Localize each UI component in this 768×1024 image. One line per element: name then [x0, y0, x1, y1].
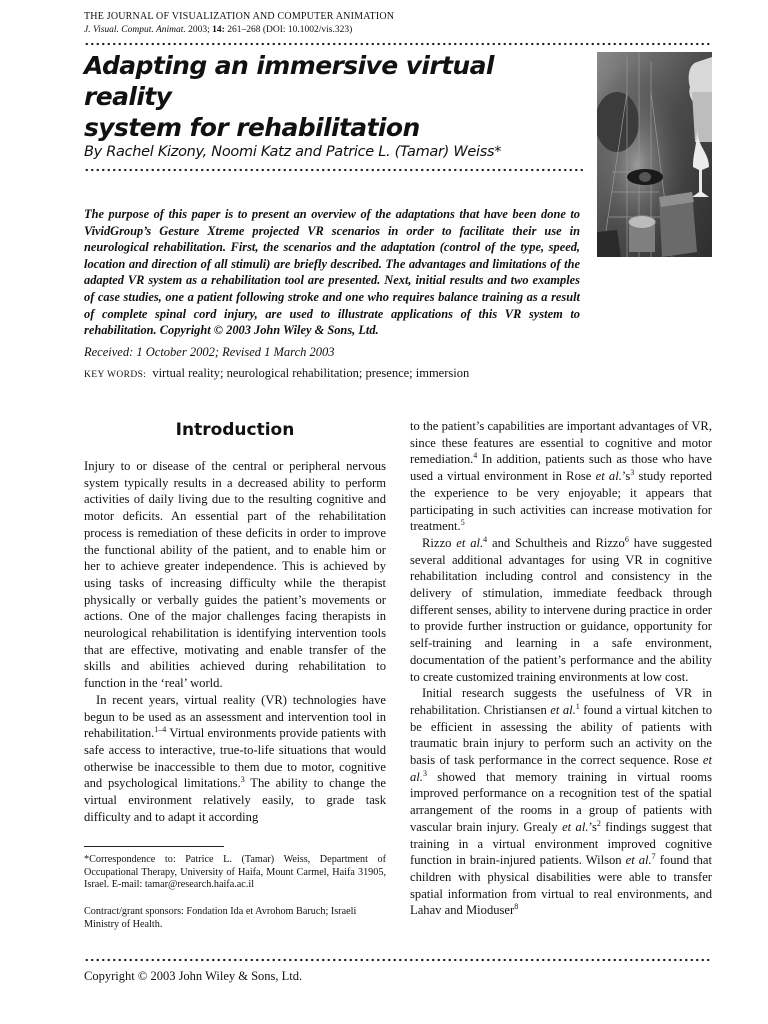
citation-journal: J. Visual. Comput. Animat. — [84, 25, 186, 35]
grant-footnote: Contract/grant sponsors: Fondation Ida et Avrohom Baruch; Israeli Ministry of Health. — [84, 906, 357, 930]
keywords — [84, 366, 469, 381]
citation-year: 2003; — [188, 25, 210, 35]
citation-ref[interactable]: 6 — [624, 534, 629, 544]
title-line-1: Adapting an immersive virtual reality — [84, 51, 494, 111]
correspondence-footnote: *Correspondence to: Patrice L. (Tamar) Weiss, Department of Occupational Therapy, University of Haifa, Mount Carmel, Haifa 31905, Israel. E-mail: tamar@research.haifa.ac.il — [84, 854, 386, 891]
authors: By Rachel Kizony, Noomi Katz and Patrice L. (Tamar) Weiss* — [84, 144, 502, 160]
citation-ref[interactable]: 3 — [630, 467, 635, 477]
citation-line — [84, 25, 352, 35]
keywords-label: KEY WORDS: — [84, 370, 147, 380]
citation-ref[interactable]: 5 — [460, 518, 465, 528]
citation-ref[interactable]: 8 — [514, 902, 519, 912]
paragraph: Rizzo et al.$^4$ and Schultheis and Rizzo$^6$ have suggested several additional advantages for using VR in cognitive rehabilitation including control and consistency in the delivery of stimulation, immediate feedback through different senses, ability to intervene during practice in order to provide further instruction or guidance, opportunity for self-training and learning in a safe environment, documentation of the patient’s performance and the ability to create customized training environments at low cost. — [410, 534, 712, 684]
paragraph: Initial research suggests the usefulness of VR in rehabilitation. Christiansen et al.$^1$ found a virtual kitchen to be efficient in assessing the ability of patients with traumatic brain injury to perform such an activity on the basis of task performance in the correct sequence. Rose et al.$^3$ showed that memory training in virtual rooms improved performance on a recognition test of the spatial arrangement of the rooms in a group of patients with vascular brain injury. Grealy et $al.’s^2$ findings suggest that training in a virtual environment improved cognitive function in brain-injured patients. Wilson et al.$^7$ found that children with physical disabilities were able to transfer spatial information from virtual to real environments, and Lahav and Mioduser$^8$ — [410, 686, 712, 918]
header-dotted-rule — [84, 42, 712, 46]
keywords-list: virtual reality; neurological rehabilitation; presence; immersion — [152, 366, 470, 380]
citation-ref[interactable]: 4 — [473, 451, 478, 461]
paragraph: In recent years, virtual reality (VR) technologies have begun to be used as an assessment and intervention tool in rehabilitation.$^{1-4}$ Virtual environments provide patients with safe access to interactive, true-to-life situations that would otherwise be inaccessible to them due to motor, cognitive and psychological limitations.$^3$ The ability to change the virtual environment relatively easily, to grade task difficulty and to adapt it according — [84, 692, 386, 824]
title-line-2: system for rehabilitation — [84, 113, 420, 142]
citation-ref[interactable]: 7 — [651, 852, 656, 862]
received-dates: Received: 1 October 2002; Revised 1 March 2003 — [84, 345, 335, 359]
footer-dotted-rule — [84, 958, 712, 962]
footer-copyright: Copyright © 2003 John Wiley & Sons, Ltd. — [84, 969, 303, 983]
citation-ref[interactable]: 3 — [422, 768, 427, 778]
journal-name: THE JOURNAL OF VISUALIZATION AND COMPUTER ANIMATION — [84, 11, 395, 22]
citation-volume: 14: — [212, 25, 225, 35]
footnote-rule — [84, 846, 224, 847]
paragraph: to the patient’s capabilities are important advantages of VR, since these features are essential to cognitive and motor remediation.$^4$ In addition, patients such as those who have used a virtual environment in Rose et $al.’s^3$ study reported the experience to be very enjoyable; it appears that participating in such activities can increase motivation for treatment.$^5$ — [410, 419, 713, 534]
article-title — [84, 50, 584, 143]
citation-ref[interactable]: 1–4 — [154, 725, 167, 735]
citation-ref[interactable]: 1 — [575, 701, 580, 711]
journal-cover-art — [597, 52, 712, 257]
section-heading: Introduction — [175, 420, 295, 440]
left-column — [84, 458, 386, 825]
citation-pages-doi: 261–268 (DOI: 10.1002/vis.323) — [227, 25, 353, 35]
abstract: The purpose of this paper is to present an overview of the adaptations that have been done to VividGroup’s Gesture Xtreme projected VR scenarios in order to facilitate their use in neurological rehabilitation. First, the scenarios and the adaptation (control of the type, speed, location and direction of all stimuli) are briefly described. The advantages and limitations of the adapted VR system as a rehabilitation tool are presented. Next, initial results and two examples of case studies, one a patient following stroke and one who requires balance training as a result of complete spinal cord injury, are used to illustrate applications of this VR system to rehabilitation. Copyright © 2003 John Wiley & Sons, Ltd. — [84, 207, 580, 338]
citation-ref[interactable]: 2 — [596, 818, 601, 828]
citation-ref[interactable]: 3 — [240, 775, 245, 785]
citation-ref[interactable]: 4 — [483, 534, 488, 544]
right-column — [410, 418, 712, 919]
title-dotted-rule — [84, 168, 586, 172]
paragraph: Injury to or disease of the central or peripheral nervous system typically results in a decreased ability to perform activities of daily living due to the resulting cognitive and motor deficits. An essential part of the rehabilitation process is remediation of these deficits in order to improve the functional ability of the patient, and to enable him or her to achieve greater independence. This is achieved by using tasks of increasing difficulty while the therapist physically or verbally guides the patient’s movements or actions. One of the major challenges facing therapists in neurological rehabilitation is identifying intervention tools that are effective, motivating and enable transfer of the skills and abilities achieved during rehabilitation to function in the ‘real’ world. — [84, 459, 386, 691]
